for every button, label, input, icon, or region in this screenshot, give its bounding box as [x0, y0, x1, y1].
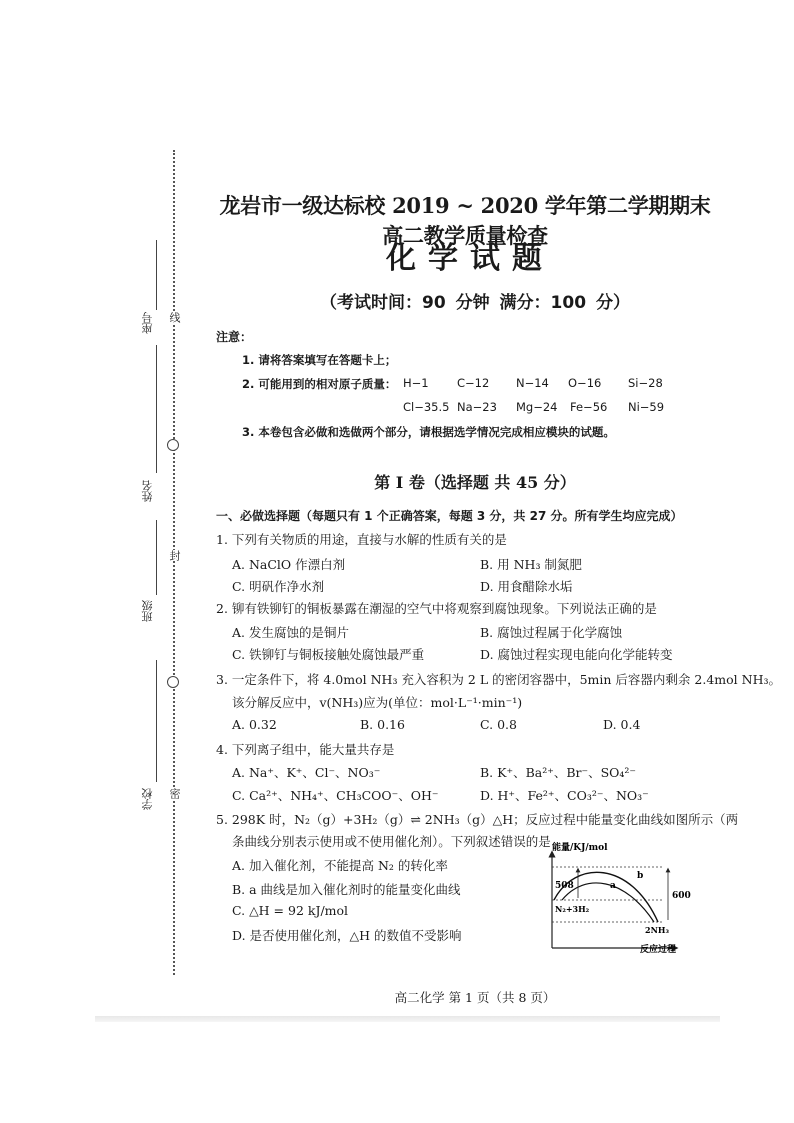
curve-b-label: b [637, 871, 644, 881]
subject-title: 化学试题 [386, 241, 554, 276]
question-1-stem: 1. 下列有关物质的用途，直接与水解的性质有关的是 [216, 532, 507, 547]
question-4-option-c[interactable]: C. Ca²⁺、NH₄⁺、CH₃COO⁻、OH⁻ [232, 788, 439, 803]
scan-edge [95, 1016, 720, 1022]
seat-blank-line[interactable] [156, 240, 157, 310]
question-3-stem-continued: 该分解反应中，v(NH₃)应为(单位：mol·L⁻¹·min⁻¹) [232, 695, 523, 710]
question-2-option-a[interactable]: A. 发生腐蚀的是铜片 [232, 625, 349, 640]
binding-hole-icon [167, 676, 179, 688]
question-1-option-c[interactable]: C. 明矾作净水剂 [232, 579, 325, 594]
atomic-mass: Na−23 [457, 400, 497, 414]
margin-mark-line: 线 [168, 312, 181, 323]
margin-field-seat: 座号 [141, 312, 154, 334]
curve-a-label: a [610, 881, 616, 891]
question-4-option-a[interactable]: A. Na⁺、K⁺、Cl⁻、NO₃⁻ [232, 765, 381, 780]
products-label: 2NH₃ [645, 925, 669, 935]
school-blank-line[interactable] [156, 660, 157, 782]
energy-diagram [540, 840, 740, 955]
question-3-option-a[interactable]: A. 0.32 [232, 717, 277, 732]
question-3-stem: 3. 一定条件下，将 4.0mol NH₃ 充入容积为 2 L 的密闭容器中，5min 后容器内剩余 2.4mol NH₃。 [216, 672, 781, 687]
question-1-option-b[interactable]: B. 用 NH₃ 制氮肥 [480, 557, 582, 572]
atomic-mass: N−14 [516, 376, 549, 390]
question-2-option-b[interactable]: B. 腐蚀过程属于化学腐蚀 [480, 625, 623, 640]
label-600: 600 [672, 891, 691, 901]
question-3-option-b[interactable]: B. 0.16 [360, 717, 405, 732]
section-heading: 一、必做选择题（每题只有 1 个正确答案，每题 3 分，共 27 分。所有学生均应完成） [216, 509, 683, 523]
atomic-mass: H−1 [403, 376, 429, 390]
atomic-mass: Cl−35.5 [403, 400, 450, 414]
atomic-mass: Mg−24 [516, 400, 558, 414]
curve-a [562, 883, 654, 922]
question-1-option-d[interactable]: D. 用食醋除水垢 [480, 579, 573, 594]
notes-heading: 注意： [216, 330, 253, 344]
question-3-option-c[interactable]: C. 0.8 [480, 717, 517, 732]
question-4-option-d[interactable]: D. H⁺、Fe²⁺、CO₃²⁻、NO₃⁻ [480, 788, 649, 803]
class-blank-line[interactable] [156, 520, 157, 595]
note-item-1: 1. 请将答案填写在答题卡上； [242, 353, 397, 367]
note-item-2: 2. 可能用到的相对原子质量： [242, 377, 397, 391]
atomic-mass: Ni−59 [628, 400, 665, 414]
question-1-option-a[interactable]: A. NaClO 作漂白剂 [232, 557, 346, 572]
reactants-label: N₂+3H₂ [555, 904, 590, 914]
question-5-option-d[interactable]: D. 是否使用催化剂，△H 的数值不受影响 [232, 928, 462, 943]
page-footer: 高二化学 第 1 页（共 8 页） [394, 990, 556, 1005]
margin-mark-seal: 封 [168, 550, 181, 561]
atomic-mass: C−12 [457, 376, 490, 390]
atomic-mass: O−16 [568, 376, 602, 390]
question-4-option-b[interactable]: B. K⁺、Ba²⁺、Br⁻、SO₄²⁻ [480, 765, 637, 780]
question-5-option-b[interactable]: B. a 曲线是加入催化剂时的能量变化曲线 [232, 882, 461, 897]
question-4-stem: 4. 下列离子组中，能大量共存是 [216, 742, 395, 757]
part-title: 第 I 卷（选择题 共 45 分） [374, 473, 576, 492]
question-2-option-c[interactable]: C. 铁铆钉与铜板接触处腐蚀最严重 [232, 647, 425, 662]
atomic-mass: Si−28 [628, 376, 663, 390]
margin-field-name: 姓名 [141, 480, 154, 502]
y-axis-label: 能量/KJ/mol [552, 843, 608, 853]
exam-title: 龙岩市一级达标校 2019 ~ 2020 学年第二学期期末高二教学质量检查 [219, 193, 711, 248]
question-3-option-d[interactable]: D. 0.4 [603, 717, 641, 732]
margin-mark-secret: 密 [168, 788, 181, 799]
question-5-option-a[interactable]: A. 加入催化剂，不能提高 N₂ 的转化率 [232, 858, 448, 873]
margin-field-class: 班级 [141, 600, 154, 622]
x-axis-label: 反应过程 [640, 945, 677, 955]
question-5-option-c[interactable]: C. △H = 92 kJ/mol [232, 903, 349, 918]
question-5-stem-continued: 条曲线分别表示使用或不使用催化剂）。下列叙述错误的是 [232, 834, 551, 849]
question-2-stem: 2. 铆有铁铆钉的铜板暴露在潮湿的空气中将观察到腐蚀现象。下列说法正确的是 [216, 601, 657, 616]
margin-field-school: 学校 [141, 788, 154, 810]
atomic-mass: Fe−56 [570, 400, 608, 414]
note-item-3: 3. 本卷包含必做和选做两个部分，请根据选学情况完成相应模块的试题。 [242, 425, 615, 439]
binding-dotted-line [173, 150, 175, 975]
question-5-stem: 5. 298K 时，N₂（g）+3H₂（g）⇌ 2NH₃（g）△H；反应过程中能量变化曲线如图所示（两 [216, 812, 739, 827]
question-2-option-d[interactable]: D. 腐蚀过程实现电能向化学能转变 [480, 647, 673, 662]
binding-hole-icon [167, 439, 179, 451]
exam-time-score: （考试时间：90 分钟 满分：100 分） [320, 293, 630, 313]
label-508: 508 [555, 881, 574, 891]
name-blank-line[interactable] [156, 345, 157, 473]
